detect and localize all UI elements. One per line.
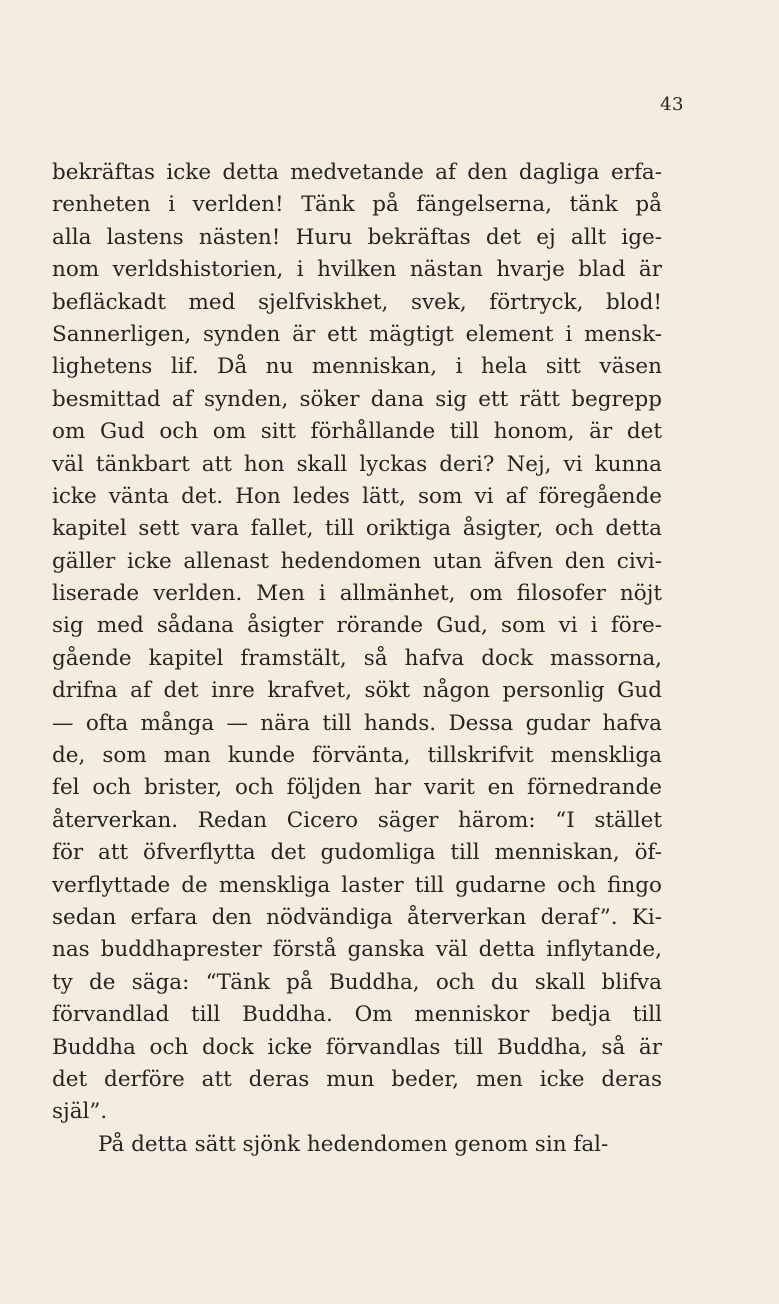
page-number: 43 <box>660 94 684 115</box>
text-line: för att öfverflytta det gudomliga till menniskan, öf- <box>52 840 662 866</box>
text-line: ty de säga: “Tänk på Buddha, och du skall blifva <box>52 969 662 995</box>
text-line: fel och brister, och följden har varit en förnedrande <box>52 775 662 801</box>
text-line: liserade verlden. Men i allmänhet, om filosofer nöjt <box>52 581 662 607</box>
text-line: väl tänkbart att hon skall lyckas deri? Nej, vi kunna <box>52 451 662 477</box>
text-line: Buddha och dock icke förvandlas till Buddha, så är <box>52 1034 662 1060</box>
text-line: — ofta många — nära till hands. Dessa gudar hafva <box>52 710 662 736</box>
body-text <box>52 157 662 1161</box>
text-line: om Gud och om sitt förhållande till honom, är det <box>52 419 662 445</box>
text-line: gäller icke allenast hedendomen utan äfven den civi- <box>52 548 662 574</box>
text-line: gående kapitel framstält, så hafva dock massorna, <box>52 645 662 671</box>
text-line: besmittad af synden, söker dana sig ett rätt begrepp <box>52 386 662 412</box>
text-line: drifna af det inre krafvet, sökt någon personlig Gud <box>52 678 662 704</box>
text-line: återverkan. Redan Cicero säger härom: “I stället <box>52 807 662 833</box>
text-line: sig med sådana åsigter rörande Gud, som vi i före- <box>52 613 662 639</box>
text-line: nom verldshistorien, i hvilken nästan hvarje blad är <box>52 257 662 283</box>
text-line: nas buddhaprester förstå ganska väl detta inflytande, <box>52 937 662 963</box>
text-line: renheten i verlden! Tänk på fängelserna, tänk på <box>52 192 662 218</box>
text-line: icke vänta det. Hon ledes lätt, som vi af föregående <box>52 483 662 509</box>
text-line: befläckadt med sjelfviskhet, svek, förtryck, blod! <box>52 289 662 315</box>
text-line: lighetens lif. Då nu menniskan, i hela sitt väsen <box>52 354 662 380</box>
text-line: de, som man kunde förvänta, tillskrifvit menskliga <box>52 743 662 769</box>
text-line: bekräftas icke detta medvetande af den dagliga erfa- <box>52 160 662 185</box>
text-line: kapitel sett vara fallet, till oriktiga åsigter, och detta <box>52 516 662 542</box>
text-line: På detta sätt sjönk hedendomen genom sin fal- <box>98 1131 609 1157</box>
text-line: verflyttade de menskliga laster till gudarne och fingo <box>52 872 662 898</box>
text-line: förvandlad till Buddha. Om menniskor bedja till <box>52 1002 662 1028</box>
text-line: det derföre att deras mun beder, men icke deras <box>52 1066 662 1092</box>
text-line: Sannerligen, synden är ett mägtigt element i mensk- <box>52 321 662 347</box>
text-line: alla lastens nästen! Huru bekräftas det ej allt ige- <box>52 224 662 250</box>
text-line: sedan erfara den nödvändiga återverkan deraf”. Ki- <box>52 904 662 930</box>
text-line: själ”. <box>52 1099 108 1125</box>
